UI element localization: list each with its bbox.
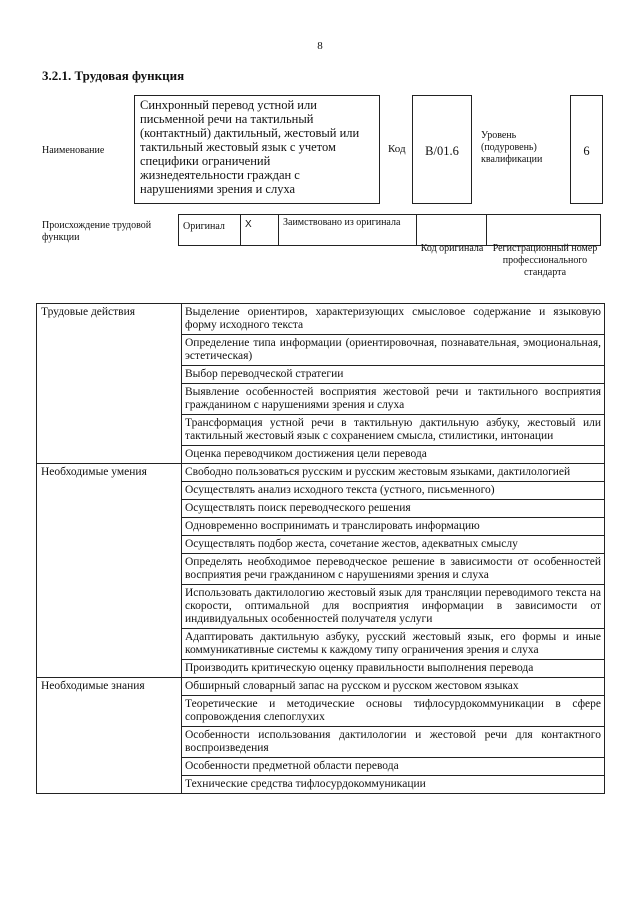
section-category: Необходимые умения [37,464,182,678]
function-name: Синхронный перевод устной или письменной речи на тактильный (контактный) дактильный, жестовый или тактильный жестовый язык с учетом специфики ограничений жизнедеятельности граждан с нарушениями зрения и слуха [134,95,380,204]
section-category: Необходимые знания [37,678,182,794]
level-label: Уровень (подуровень) квалификации [481,130,543,165]
code-label: Код [388,143,406,155]
code-original-caption: Код оригинала [420,243,484,254]
table-row [37,678,605,696]
section-title: 3.2.1. Трудовая функция [42,68,185,83]
section-item: Осуществлять анализ исходного текста (устного, письменного) [182,482,605,500]
origin-borrowed: Заимствовано из оригинала [279,215,417,246]
origin-original: Оригинал [179,215,241,246]
section-item: Использовать дактилологию жестовый язык для трансляции переводимого текста на скорости, оптимальной для восприятия информации в зависимости от индивидуальных особенностей получателя услуги [182,585,605,629]
section-item: Адаптировать дактильную азбуку, русский жестовый язык, его формы и иные коммуникативные системы к каждому типу ограничения зрения и слуха [182,629,605,660]
registration-caption: Регистрационный номер профессионального стандарта [492,243,598,278]
page-number: 8 [317,40,323,52]
section-item: Технические средства тифлосурдокоммуникации [182,776,605,794]
section-category: Трудовые действия [37,304,182,464]
section-item: Производить критическую оценку правильности выполнения перевода [182,660,605,678]
section-item: Выявление особенностей восприятия жестовой речи и тактильного восприятия гражданином с нарушениями зрения и слуха [182,384,605,415]
section-item: Осуществлять поиск переводческого решения [182,500,605,518]
origin-reg-cell [487,215,601,246]
section-item: Обширный словарный запас на русском и русском жестовом языках [182,678,605,696]
section-item: Определение типа информации (ориентировочная, познавательная, эмоциональная, эстетическая) [182,335,605,366]
section-item: Одновременно воспринимать и транслировать информацию [182,518,605,536]
origin-label: Происхождение трудовой функции [42,220,152,243]
name-label: Наименование [42,145,105,156]
section-item: Определять необходимое переводческое решение в зависимости от особенностей восприятия речи гражданином с нарушениями зрения и слуха [182,554,605,585]
table-row [37,304,605,335]
section-item: Осуществлять подбор жеста, сочетание жестов, адекватных смыслу [182,536,605,554]
function-details-table [36,303,605,794]
table-row [37,464,605,482]
section-item: Оценка переводчиком достижения цели перевода [182,446,605,464]
origin-mark: X [241,215,279,246]
section-item: Особенности использования дактилологии и жестовой речи для контактного воспроизведения [182,727,605,758]
qualification-level: 6 [570,95,603,204]
section-item: Трансформация устной речи в тактильную дактильную азбуку, жестовый или тактильный жестовый язык с сохранением смысла, стилистики, интонации [182,415,605,446]
section-item: Выбор переводческой стратегии [182,366,605,384]
section-item: Теоретические и методические основы тифлосурдокоммуникации в сфере сопровождения слепоглухих [182,696,605,727]
function-details-body [37,304,605,794]
section-item: Свободно пользоваться русским и русским жестовым языками, дактилологией [182,464,605,482]
section-item: Особенности предметной области перевода [182,758,605,776]
origin-table [178,214,601,246]
origin-code-cell [417,215,487,246]
section-item: Выделение ориентиров, характеризующих смысловое содержание и языковую форму исходного текста [182,304,605,335]
function-code: B/01.6 [412,95,472,204]
